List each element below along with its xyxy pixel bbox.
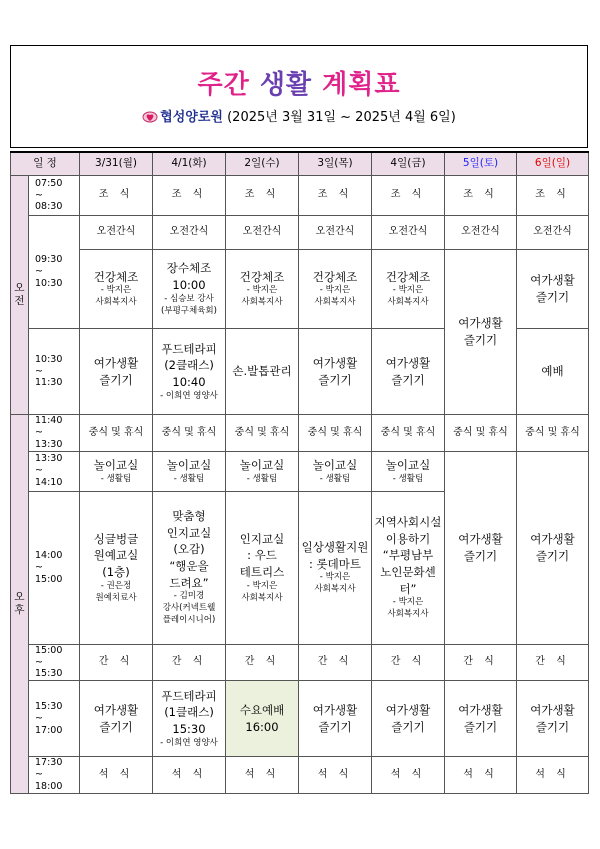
meal-cell: 조 식 <box>80 176 153 216</box>
activity-cell: 여가생활 즐기기 <box>517 451 589 644</box>
activity-cell-highlight: 수요예배 16:00 <box>226 681 299 757</box>
day-header-sun: 6일(일) <box>517 152 589 176</box>
subtitle <box>11 106 587 127</box>
snack-cell: 간 식 <box>153 644 226 681</box>
meal-cell: 석 식 <box>80 757 153 794</box>
activity-cell: 건강체조 - 박지은 사회복지사 <box>226 250 299 329</box>
snack-cell: 간 식 <box>445 644 517 681</box>
activity-cell: 지역사회시설 이용하기 “부평남부 노인문화센터” - 박지은 사회복지사 <box>372 491 445 644</box>
table-row <box>11 757 589 794</box>
org-name: 협성양로원 <box>160 110 223 125</box>
activity-cell: 인지교실 : 우드 테트리스 - 박지은 사회복지사 <box>226 491 299 644</box>
snack-cell: 오전간식 <box>153 216 226 250</box>
time-cell: 13:30 ~ 14:10 <box>29 451 80 491</box>
schedule-table <box>10 151 589 794</box>
meal-cell: 조 식 <box>226 176 299 216</box>
day-header: 3/31(월) <box>80 152 153 176</box>
time-cell: 11:40 ~ 13:30 <box>29 415 80 452</box>
activity-cell: 맞춤형 인지교실 (오감) “행운을 드려요” - 김미경 강사(커넥트웰 플레이시니어) <box>153 491 226 644</box>
table-row <box>11 681 589 757</box>
meal-cell: 중식 및 휴식 <box>372 415 445 452</box>
time-cell: 09:30 ~ 10:30 <box>29 216 80 329</box>
activity-cell: 장수체조 10:00 - 심승보 강사 (부평구체육회) <box>153 250 226 329</box>
time-cell: 07:50 ~ 08:30 <box>29 176 80 216</box>
meal-cell: 석 식 <box>517 757 589 794</box>
activity-cell: 여가생활 즐기기 <box>299 329 372 415</box>
snack-cell: 간 식 <box>299 644 372 681</box>
day-header: 4일(금) <box>372 152 445 176</box>
activity-cell: 건강체조 - 박지은 사회복지사 <box>372 250 445 329</box>
org-logo-icon <box>142 109 158 127</box>
table-row <box>11 250 589 329</box>
time-cell: 15:30 ~ 17:00 <box>29 681 80 757</box>
snack-cell: 간 식 <box>372 644 445 681</box>
am-label: 오 전 <box>11 176 29 415</box>
table-header-row <box>11 152 589 176</box>
activity-cell: 여가생활 즐기기 <box>372 681 445 757</box>
snack-cell: 오전간식 <box>372 216 445 250</box>
activity-cell: 여가생활 즐기기 <box>445 250 517 415</box>
activity-cell: 건강체조 - 박지은 사회복지사 <box>80 250 153 329</box>
activity-cell: 푸드테라피 (2클래스) 10:40 - 이희연 영양사 <box>153 329 226 415</box>
activity-cell: 푸드테라피 (1클래스) 15:30 - 이희연 영양사 <box>153 681 226 757</box>
activity-cell: 여가생활 즐기기 <box>80 681 153 757</box>
table-row <box>11 644 589 681</box>
activity-cell: 싱글벙글 원예교실 (1층) - 권은정 원예치료사 <box>80 491 153 644</box>
meal-cell: 중식 및 휴식 <box>517 415 589 452</box>
activity-cell: 놀이교실 - 생활팀 <box>153 451 226 491</box>
snack-cell: 오전간식 <box>80 216 153 250</box>
table-row <box>11 415 589 452</box>
activity-cell: 여가생활 즐기기 <box>372 329 445 415</box>
activity-cell: 일상생활지원 : 롯데마트 - 박지은 사회복지사 <box>299 491 372 644</box>
time-cell: 10:30 ~ 11:30 <box>29 329 80 415</box>
meal-cell: 석 식 <box>299 757 372 794</box>
meal-cell: 중식 및 휴식 <box>80 415 153 452</box>
day-header: 2일(수) <box>226 152 299 176</box>
time-cell: 14:00 ~ 15:00 <box>29 491 80 644</box>
activity-cell: 여가생활 즐기기 <box>445 681 517 757</box>
page-title: 주간 생활 계획표 <box>197 70 401 100</box>
meal-cell: 조 식 <box>445 176 517 216</box>
meal-cell: 조 식 <box>517 176 589 216</box>
snack-cell: 간 식 <box>517 644 589 681</box>
activity-cell: 여가생활 즐기기 <box>517 681 589 757</box>
activity-cell: 놀이교실 - 생활팀 <box>299 451 372 491</box>
activity-cell: 놀이교실 - 생활팀 <box>372 451 445 491</box>
header-frame <box>10 45 588 148</box>
time-cell: 15:00 ~ 15:30 <box>29 644 80 681</box>
snack-cell: 간 식 <box>226 644 299 681</box>
activity-cell: 놀이교실 - 생활팀 <box>80 451 153 491</box>
period-header: 일 정 <box>11 152 80 176</box>
meal-cell: 중식 및 휴식 <box>445 415 517 452</box>
activity-cell: 여가생활 즐기기 <box>299 681 372 757</box>
meal-cell: 석 식 <box>153 757 226 794</box>
activity-cell: 건강체조 - 박지은 사회복지사 <box>299 250 372 329</box>
meal-cell: 중식 및 휴식 <box>153 415 226 452</box>
snack-cell: 오전간식 <box>226 216 299 250</box>
meal-cell: 석 식 <box>372 757 445 794</box>
activity-cell: 놀이교실 - 생활팀 <box>226 451 299 491</box>
pm-label: 오 후 <box>11 415 29 794</box>
day-header: 4/1(화) <box>153 152 226 176</box>
meal-cell: 중식 및 휴식 <box>226 415 299 452</box>
day-header-sat: 5일(토) <box>445 152 517 176</box>
activity-cell: 여가생활 즐기기 <box>445 451 517 644</box>
meal-cell: 조 식 <box>153 176 226 216</box>
snack-cell: 간 식 <box>80 644 153 681</box>
table-row <box>11 176 589 216</box>
activity-cell: 예배 <box>517 329 589 415</box>
snack-cell: 오전간식 <box>517 216 589 250</box>
meal-cell: 조 식 <box>299 176 372 216</box>
activity-cell: 여가생활 즐기기 <box>517 250 589 329</box>
meal-cell: 석 식 <box>445 757 517 794</box>
table-row <box>11 451 589 491</box>
time-cell: 17:30 ~ 18:00 <box>29 757 80 794</box>
meal-cell: 석 식 <box>226 757 299 794</box>
period: (2025년 3월 31일 ~ 2025년 4월 6일) <box>227 110 456 125</box>
meal-cell: 조 식 <box>372 176 445 216</box>
activity-cell: 여가생활 즐기기 <box>80 329 153 415</box>
meal-cell: 중식 및 휴식 <box>299 415 372 452</box>
snack-cell: 오전간식 <box>299 216 372 250</box>
activity-cell: 손.발톱관리 <box>226 329 299 415</box>
table-row <box>11 216 589 250</box>
snack-cell: 오전간식 <box>445 216 517 250</box>
day-header: 3일(목) <box>299 152 372 176</box>
